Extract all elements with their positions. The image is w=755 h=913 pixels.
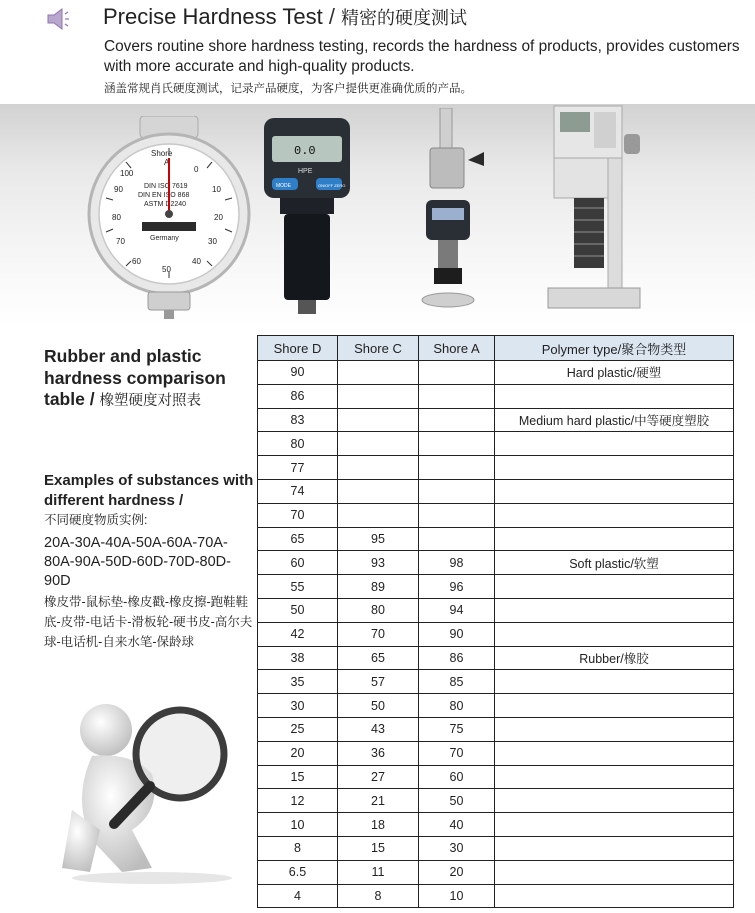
dial-tick-0: 0 bbox=[194, 165, 199, 174]
polymer-type-cell bbox=[495, 670, 734, 694]
shore-d-cell: 86 bbox=[258, 384, 338, 408]
table-row bbox=[258, 694, 734, 718]
dial-standard-3: ASTM D2240 bbox=[144, 201, 187, 208]
shore-c-cell: 80 bbox=[338, 598, 419, 622]
table-row bbox=[258, 361, 734, 385]
table-row bbox=[258, 789, 734, 813]
shore-a-cell bbox=[419, 432, 495, 456]
shore-d-cell: 70 bbox=[258, 503, 338, 527]
table-row bbox=[258, 503, 734, 527]
product-photo-band bbox=[0, 104, 755, 326]
shore-d-cell: 42 bbox=[258, 622, 338, 646]
shore-d-cell: 20 bbox=[258, 741, 338, 765]
digital-model-label: HPE bbox=[298, 168, 313, 175]
shore-d-cell: 80 bbox=[258, 432, 338, 456]
dial-tick-40: 40 bbox=[192, 257, 201, 266]
dial-country: Germany bbox=[150, 235, 179, 242]
dial-tick-70: 70 bbox=[116, 237, 125, 246]
shore-c-cell bbox=[338, 408, 419, 432]
dial-tick-100: 100 bbox=[120, 169, 134, 178]
shore-a-cell bbox=[419, 503, 495, 527]
polymer-type-cell: Medium hard plastic/中等硬度塑胶 bbox=[495, 408, 734, 432]
table-row bbox=[258, 384, 734, 408]
durometer-stand-image bbox=[418, 108, 488, 318]
dial-tick-90: 90 bbox=[114, 185, 123, 194]
table-row bbox=[258, 717, 734, 741]
shore-c-cell: 18 bbox=[338, 813, 419, 837]
shore-c-cell bbox=[338, 456, 419, 480]
shore-d-cell: 55 bbox=[258, 575, 338, 599]
shore-c-cell: 27 bbox=[338, 765, 419, 789]
polymer-type-cell bbox=[495, 741, 734, 765]
polymer-type-cell bbox=[495, 575, 734, 599]
table-row bbox=[258, 670, 734, 694]
table-row bbox=[258, 622, 734, 646]
header-polymer-type: Polymer type/聚合物类型 bbox=[495, 336, 734, 361]
shore-d-cell: 4 bbox=[258, 884, 338, 908]
shore-d-cell: 25 bbox=[258, 717, 338, 741]
shore-a-cell: 80 bbox=[419, 694, 495, 718]
shore-d-cell: 12 bbox=[258, 789, 338, 813]
polymer-type-cell bbox=[495, 860, 734, 884]
shore-d-cell: 74 bbox=[258, 479, 338, 503]
hardness-comparison-table bbox=[257, 335, 734, 908]
benchtop-tester-image bbox=[544, 104, 654, 314]
header-shore-a: Shore A bbox=[419, 336, 495, 361]
table-row bbox=[258, 479, 734, 503]
description-en: Covers routine shore hardness testing, records the hardness of products, provides customers with more accurate and high-quality products. bbox=[104, 38, 740, 75]
shore-c-cell: 21 bbox=[338, 789, 419, 813]
polymer-type-cell bbox=[495, 527, 734, 551]
polymer-type-cell bbox=[495, 456, 734, 480]
hardness-grades-list: 20A-30A-40A-50A-60A-70A-80A-90A-50D-60D-70D-80D-90D bbox=[44, 534, 231, 589]
shore-a-cell: 98 bbox=[419, 551, 495, 575]
dial-tick-10: 10 bbox=[212, 185, 221, 194]
shore-a-cell bbox=[419, 361, 495, 385]
shore-a-cell: 70 bbox=[419, 741, 495, 765]
shore-a-cell: 20 bbox=[419, 860, 495, 884]
shore-d-cell: 35 bbox=[258, 670, 338, 694]
table-row bbox=[258, 741, 734, 765]
shore-a-cell bbox=[419, 479, 495, 503]
polymer-type-cell bbox=[495, 503, 734, 527]
shore-c-cell: 70 bbox=[338, 622, 419, 646]
dial-label-a: A bbox=[164, 158, 170, 167]
table-row bbox=[258, 860, 734, 884]
digital-display-value: 0.0 bbox=[294, 144, 316, 158]
shore-c-cell: 57 bbox=[338, 670, 419, 694]
shore-c-cell bbox=[338, 432, 419, 456]
shore-d-cell: 50 bbox=[258, 598, 338, 622]
shore-d-cell: 77 bbox=[258, 456, 338, 480]
dial-standard-2: DIN EN ISO 868 bbox=[138, 192, 190, 199]
polymer-type-cell bbox=[495, 789, 734, 813]
digital-durometer-image bbox=[262, 118, 352, 318]
examples-title-cn: 不同硬度物质实例: bbox=[44, 512, 148, 527]
shore-a-cell: 96 bbox=[419, 575, 495, 599]
digital-mode-button-label: MODE bbox=[276, 183, 291, 189]
table-row bbox=[258, 813, 734, 837]
shore-d-cell: 38 bbox=[258, 646, 338, 670]
speaker-icon bbox=[46, 8, 70, 30]
shore-d-cell: 60 bbox=[258, 551, 338, 575]
shore-c-cell bbox=[338, 479, 419, 503]
shore-d-cell: 83 bbox=[258, 408, 338, 432]
shore-c-cell: 15 bbox=[338, 836, 419, 860]
page-header bbox=[0, 0, 755, 105]
shore-c-cell: 11 bbox=[338, 860, 419, 884]
shore-a-cell bbox=[419, 384, 495, 408]
dial-tick-60: 60 bbox=[132, 257, 141, 266]
dial-standard-1: DIN ISO 7619 bbox=[144, 183, 188, 190]
table-row bbox=[258, 408, 734, 432]
table-row bbox=[258, 646, 734, 670]
dial-tick-50: 50 bbox=[162, 265, 171, 274]
shore-d-cell: 6.5 bbox=[258, 860, 338, 884]
table-row bbox=[258, 836, 734, 860]
shore-a-cell: 60 bbox=[419, 765, 495, 789]
shore-d-cell: 90 bbox=[258, 361, 338, 385]
shore-a-cell bbox=[419, 408, 495, 432]
magnifier-figure-image bbox=[52, 690, 252, 886]
shore-c-cell: 50 bbox=[338, 694, 419, 718]
shore-a-cell: 30 bbox=[419, 836, 495, 860]
polymer-type-cell: Soft plastic/软塑 bbox=[495, 551, 734, 575]
table-row bbox=[258, 575, 734, 599]
polymer-type-cell: Rubber/橡胶 bbox=[495, 646, 734, 670]
table-row bbox=[258, 598, 734, 622]
shore-c-cell: 36 bbox=[338, 741, 419, 765]
dial-tick-30: 30 bbox=[208, 237, 217, 246]
left-text-column bbox=[44, 346, 254, 652]
polymer-type-cell bbox=[495, 884, 734, 908]
digital-onoff-button-label: ON/OFF ZERO bbox=[318, 183, 346, 188]
shore-a-cell: 94 bbox=[419, 598, 495, 622]
table-row bbox=[258, 551, 734, 575]
shore-d-cell: 10 bbox=[258, 813, 338, 837]
table-row bbox=[258, 765, 734, 789]
comparison-table-title: Rubber and plastic hardness comparison table / 橡塑硬度对照表 bbox=[44, 346, 226, 409]
shore-c-cell bbox=[338, 503, 419, 527]
polymer-type-cell bbox=[495, 765, 734, 789]
shore-a-cell: 50 bbox=[419, 789, 495, 813]
shore-a-cell: 10 bbox=[419, 884, 495, 908]
shore-c-cell: 89 bbox=[338, 575, 419, 599]
polymer-type-cell bbox=[495, 694, 734, 718]
polymer-type-cell bbox=[495, 836, 734, 860]
examples-title: Examples of substances with different hardness / bbox=[44, 471, 254, 509]
polymer-type-cell: Hard plastic/硬塑 bbox=[495, 361, 734, 385]
shore-a-cell: 40 bbox=[419, 813, 495, 837]
shore-c-cell: 43 bbox=[338, 717, 419, 741]
shore-c-cell: 65 bbox=[338, 646, 419, 670]
table-row bbox=[258, 432, 734, 456]
dial-label-shore: Shore bbox=[151, 149, 173, 158]
table-row bbox=[258, 527, 734, 551]
header-shore-c: Shore C bbox=[338, 336, 419, 361]
shore-d-cell: 15 bbox=[258, 765, 338, 789]
shore-d-cell: 8 bbox=[258, 836, 338, 860]
table-header-row bbox=[258, 336, 734, 361]
shore-c-cell: 93 bbox=[338, 551, 419, 575]
shore-c-cell bbox=[338, 384, 419, 408]
shore-a-cell: 90 bbox=[419, 622, 495, 646]
shore-a-cell: 75 bbox=[419, 717, 495, 741]
page-title: Precise Hardness Test / 精密的硬度测试 bbox=[103, 4, 468, 29]
table-row bbox=[258, 456, 734, 480]
shore-d-cell: 65 bbox=[258, 527, 338, 551]
shore-c-cell: 8 bbox=[338, 884, 419, 908]
shore-c-cell bbox=[338, 361, 419, 385]
analog-durometer-image bbox=[84, 116, 254, 321]
polymer-type-cell bbox=[495, 479, 734, 503]
polymer-type-cell bbox=[495, 432, 734, 456]
polymer-type-cell bbox=[495, 813, 734, 837]
shore-a-cell: 85 bbox=[419, 670, 495, 694]
description-cn: 涵盖常规肖氏硬度测试，记录产品硬度，为客户提供更准确优质的产品。 bbox=[104, 83, 472, 95]
table-row bbox=[258, 884, 734, 908]
shore-d-cell: 30 bbox=[258, 694, 338, 718]
shore-a-cell bbox=[419, 527, 495, 551]
dial-tick-20: 20 bbox=[214, 213, 223, 222]
polymer-type-cell bbox=[495, 622, 734, 646]
shore-a-cell: 86 bbox=[419, 646, 495, 670]
polymer-type-cell bbox=[495, 384, 734, 408]
header-shore-d: Shore D bbox=[258, 336, 338, 361]
substance-examples-list: 橡皮带-鼠标垫-橡皮戳-橡皮擦-跑鞋鞋底-皮带-电话卡-滑板轮-硬书皮-高尔夫球-电话机-自来水笔-保龄球 bbox=[44, 594, 253, 649]
dial-tick-80: 80 bbox=[112, 213, 121, 222]
polymer-type-cell bbox=[495, 598, 734, 622]
shore-a-cell bbox=[419, 456, 495, 480]
polymer-type-cell bbox=[495, 717, 734, 741]
shore-c-cell: 95 bbox=[338, 527, 419, 551]
